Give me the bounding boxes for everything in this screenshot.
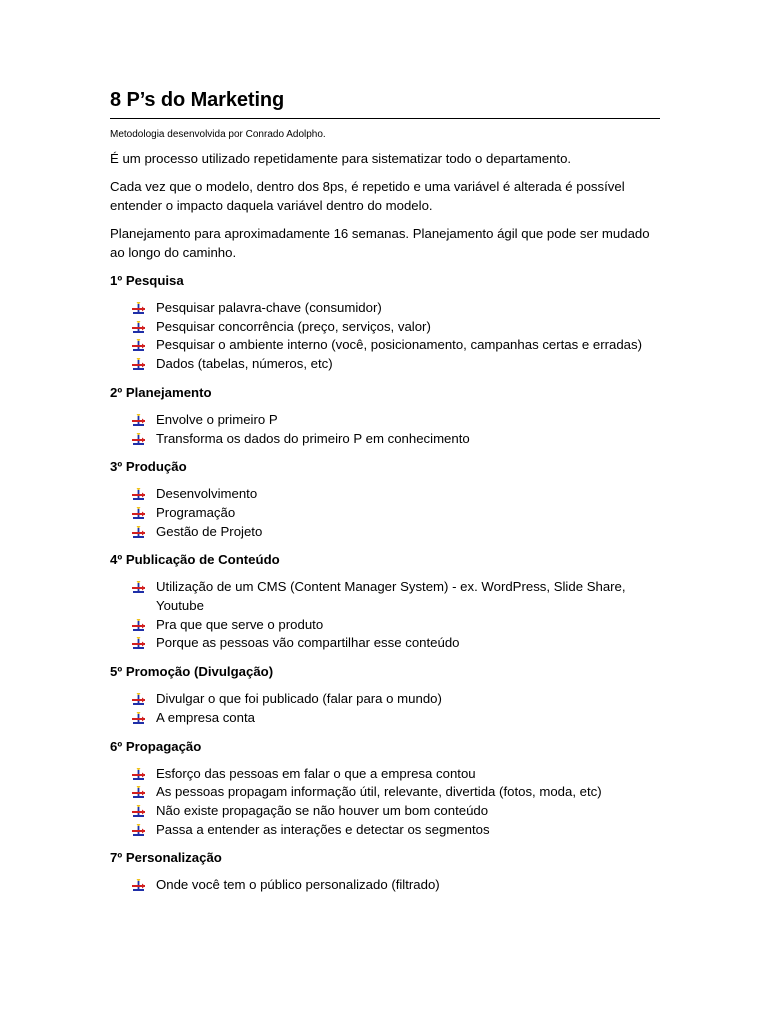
section-heading: 3º Produção <box>110 459 187 475</box>
list-item <box>110 634 660 653</box>
list-item <box>110 504 660 523</box>
bullet-list <box>110 411 660 448</box>
bullet-list <box>110 876 660 895</box>
arrow-cross-bullet-icon <box>132 526 145 539</box>
bullet-list <box>110 578 660 653</box>
list-item-text: Desenvolvimento <box>156 486 258 502</box>
list-item <box>110 355 660 374</box>
list-item-text: Envolve o primeiro P <box>156 411 278 427</box>
arrow-cross-bullet-icon <box>132 358 145 371</box>
sections-container <box>110 271 660 895</box>
bullet-list <box>110 765 660 840</box>
arrow-cross-bullet-icon <box>132 786 145 799</box>
section-heading: 7º Personalização <box>110 850 222 866</box>
arrow-cross-bullet-icon <box>132 768 145 781</box>
arrow-cross-bullet-icon <box>132 637 145 650</box>
intro-paragraph: Planejamento para aproximadamente 16 semanas. Planejamento ágil que pode ser mudado ao longo do caminho. <box>110 226 650 260</box>
list-item <box>110 802 660 821</box>
arrow-cross-bullet-icon <box>132 302 145 315</box>
arrow-cross-bullet-icon <box>132 693 145 706</box>
list-item-text: Dados (tabelas, números, etc) <box>156 356 333 372</box>
list-item-text: Gestão de Projeto <box>156 523 263 539</box>
section-heading: 5º Promoção (Divulgação) <box>110 664 274 680</box>
list-item-text: Pesquisar palavra-chave (consumidor) <box>156 300 382 315</box>
arrow-cross-bullet-icon <box>132 879 145 892</box>
title-underline <box>110 118 660 119</box>
arrow-cross-bullet-icon <box>132 581 145 594</box>
arrow-cross-bullet-icon <box>132 414 145 427</box>
arrow-cross-bullet-icon <box>132 321 145 334</box>
list-item <box>110 411 660 430</box>
section-heading: 6º Propagação <box>110 738 202 754</box>
list-item <box>110 690 660 709</box>
list-item <box>110 336 660 355</box>
list-item <box>110 578 660 615</box>
list-item-text: Programação <box>156 504 236 520</box>
arrow-cross-bullet-icon <box>132 339 145 352</box>
list-item <box>110 783 660 802</box>
arrow-cross-bullet-icon <box>132 433 145 446</box>
list-item <box>110 523 660 542</box>
arrow-cross-bullet-icon <box>132 507 145 520</box>
list-item <box>110 318 660 337</box>
list-item <box>110 616 660 635</box>
page-subtitle: Metodologia desenvolvida por Conrado Adolpho. <box>110 129 326 140</box>
arrow-cross-bullet-icon <box>132 619 145 632</box>
list-item-text: As pessoas propagam informação útil, relevante, divertida (fotos, moda, etc) <box>156 784 602 800</box>
list-item-text: Onde você tem o público personalizado (filtrado) <box>156 877 440 893</box>
list-item-text: Divulgar o que foi publicado (falar para o mundo) <box>156 691 442 707</box>
list-item <box>110 430 660 449</box>
document-page <box>110 86 660 895</box>
arrow-cross-bullet-icon <box>132 488 145 501</box>
section-heading: 1º Pesquisa <box>110 273 184 288</box>
list-item-text: Passa a entender as interações e detectar os segmentos <box>156 821 490 837</box>
list-item-text: Não existe propagação se não houver um bom conteúdo <box>156 802 489 818</box>
list-item-text: Transforma os dados do primeiro P em conhecimento <box>156 430 470 446</box>
list-item <box>110 765 660 784</box>
list-item-text: Pra que que serve o produto <box>156 616 324 632</box>
list-item <box>110 876 660 895</box>
section-heading: 2º Planejamento <box>110 384 212 400</box>
list-item <box>110 485 660 504</box>
intro-paragraph: Cada vez que o modelo, dentro dos 8ps, é repetido e uma variável é alterada é possível entender o impacto daquela variável dentro do modelo. <box>110 179 625 213</box>
list-item-text: Pesquisar concorrência (preço, serviços, valor) <box>156 318 431 334</box>
bullet-list <box>110 299 660 374</box>
bullet-list <box>110 485 660 541</box>
arrow-cross-bullet-icon <box>132 712 145 725</box>
list-item <box>110 299 660 318</box>
list-item <box>110 821 660 840</box>
list-item <box>110 709 660 728</box>
list-item-text: Utilização de um CMS (Content Manager System) - ex. WordPress, Slide Share, Youtube <box>156 579 626 614</box>
list-item-text: Esforço das pessoas em falar o que a empresa contou <box>156 765 476 781</box>
list-item-text: Pesquisar o ambiente interno (você, posicionamento, campanhas certas e erradas) <box>156 337 642 353</box>
arrow-cross-bullet-icon <box>132 805 145 818</box>
list-item-text: A empresa conta <box>156 709 255 725</box>
intro-paragraph: É um processo utilizado repetidamente para sistematizar todo o departamento. <box>110 151 572 166</box>
arrow-cross-bullet-icon <box>132 824 145 837</box>
bullet-list <box>110 690 660 727</box>
section-heading: 4º Publicação de Conteúdo <box>110 552 280 568</box>
page-title: 8 P’s do Marketing <box>110 89 285 111</box>
list-item-text: Porque as pessoas vão compartilhar esse conteúdo <box>156 635 460 651</box>
